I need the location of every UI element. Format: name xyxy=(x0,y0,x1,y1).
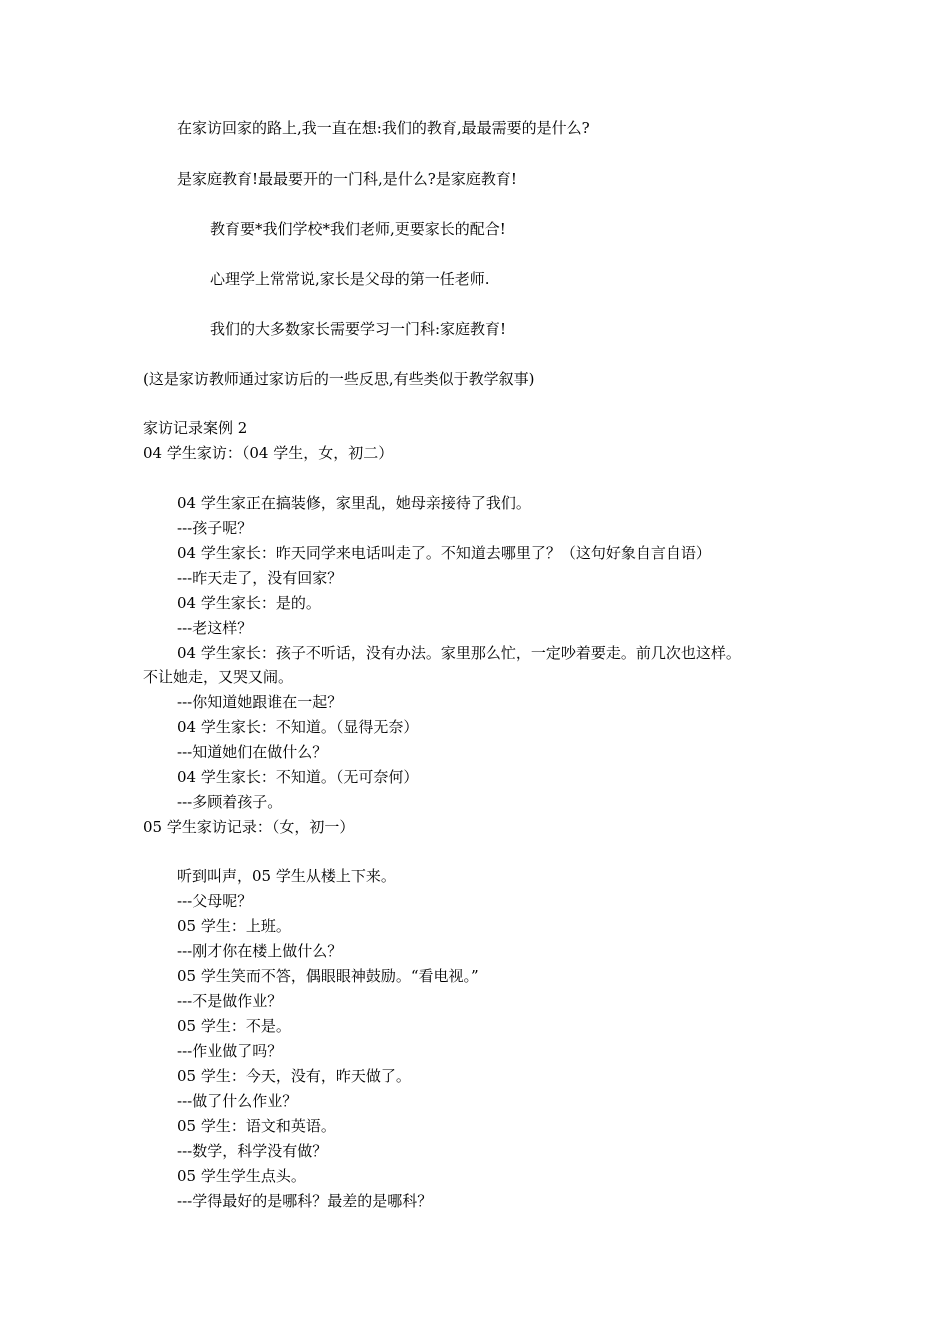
reflection-line-1: 在家访回家的路上,我一直在想:我们的教育,最最需要的是什么? xyxy=(177,119,590,137)
student04-line: 04 学生家长：昨天同学来电话叫走了。不知道去哪里了？（这句好象自言自语） xyxy=(177,544,711,562)
student05-line: ---学得最好的是哪科？最差的是哪科？ xyxy=(177,1192,433,1210)
student05-line: ---刚才你在楼上做什么？ xyxy=(177,942,343,960)
student04-line: 04 学生家长：不知道。（无可奈何） xyxy=(177,768,419,786)
student04-line: 不让她走，又哭又闹。 xyxy=(143,668,294,686)
student05-line: 05 学生学生点头。 xyxy=(177,1167,306,1185)
student05-line: 听到叫声，05 学生从楼上下来。 xyxy=(177,867,396,885)
student04-title: 04 学生家访：（04 学生，女，初二） xyxy=(143,444,394,462)
case-heading: 家访记录案例 2 xyxy=(143,419,248,437)
student05-title: 05 学生家访记录：（女，初一） xyxy=(143,818,355,836)
student04-line: 04 学生家正在搞装修，家里乱，她母亲接待了我们。 xyxy=(177,494,531,512)
reflection-line-2: 是家庭教育!最最要开的一门科,是什么?是家庭教育! xyxy=(177,170,517,188)
student04-line: ---多顾着孩子。 xyxy=(177,793,283,811)
student05-line: 05 学生：不是。 xyxy=(177,1017,291,1035)
student05-line: ---父母呢？ xyxy=(177,892,253,910)
student04-line: ---老这样？ xyxy=(177,619,253,637)
student05-line: 05 学生：今天，没有，昨天做了。 xyxy=(177,1067,411,1085)
reflection-line-4: 心理学上常常说,家长是父母的第一任老师. xyxy=(210,270,490,288)
student05-line: 05 学生：语文和英语。 xyxy=(177,1117,336,1135)
student05-line: 05 学生：上班。 xyxy=(177,917,291,935)
student04-line: 04 学生家长：不知道。（显得无奈） xyxy=(177,718,419,736)
reflection-line-5: 我们的大多数家长需要学习一门科:家庭教育! xyxy=(210,320,507,338)
student04-line: ---孩子呢？ xyxy=(177,519,253,537)
student05-line: ---不是做作业？ xyxy=(177,992,283,1010)
student05-line: ---作业做了吗？ xyxy=(177,1042,283,1060)
reflection-note: (这是家访教师通过家访后的一些反思,有些类似于教学叙事) xyxy=(143,370,535,388)
reflection-line-3: 教育要*我们学校*我们老师,更要家长的配合! xyxy=(210,220,506,238)
student04-line: 04 学生家长：是的。 xyxy=(177,594,321,612)
student04-line: ---知道她们在做什么？ xyxy=(177,743,328,761)
student04-line: ---昨天走了，没有回家？ xyxy=(177,569,343,587)
student05-line: ---数学，科学没有做？ xyxy=(177,1142,328,1160)
student04-line: 04 学生家长：孩子不听话，没有办法。家里那么忙，一定吵着要走。前几次也这样。 xyxy=(177,644,741,662)
student05-line: ---做了什么作业？ xyxy=(177,1092,298,1110)
student04-line: ---你知道她跟谁在一起？ xyxy=(177,693,343,711)
student05-line: 05 学生笑而不答，偶眼眼神鼓励。“看电视。” xyxy=(177,967,479,985)
